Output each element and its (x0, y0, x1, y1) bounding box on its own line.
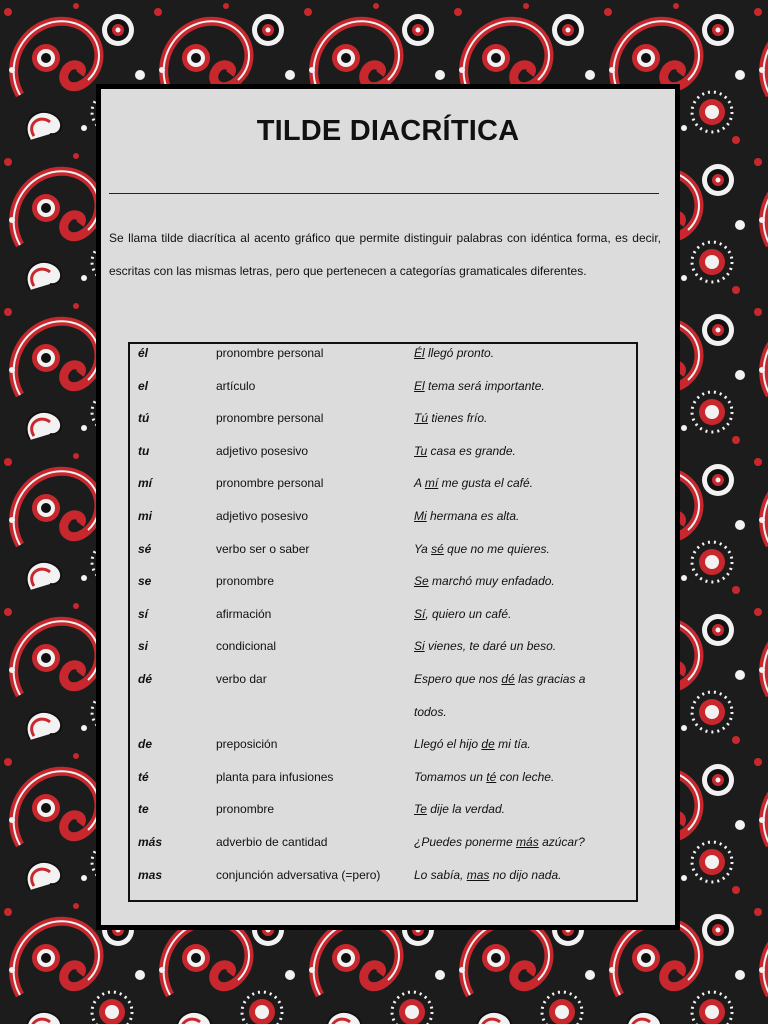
example-cell (414, 705, 447, 719)
example-highlight-word: Él (414, 346, 425, 360)
table-row (130, 639, 636, 659)
example-highlight-word: sé (431, 541, 444, 556)
example-text-after: , quiero un café. (425, 606, 512, 621)
example-highlight-word: Te (414, 802, 427, 817)
example-highlight-word: Tu (414, 443, 428, 458)
example-text-before: ¿Puedes ponerme (414, 835, 517, 849)
category-cell: pronombre personal (216, 346, 324, 360)
example-highlight-word: té (486, 769, 497, 784)
category-cell: afirmación (216, 606, 272, 621)
example-text-after: dije la verdad. (426, 802, 505, 817)
example-text-before: Espero que nos (414, 672, 502, 686)
table-row (130, 542, 636, 562)
example-cell (414, 802, 505, 816)
table-row (130, 574, 636, 594)
example-highlight-word: mí (424, 476, 439, 491)
table-row (130, 835, 636, 855)
example-text-after: azúcar? (538, 835, 585, 849)
category-cell: planta para infusiones (216, 769, 334, 784)
example-cell (414, 476, 533, 490)
word-cell: té (138, 769, 149, 784)
example-highlight-word: dé (501, 672, 515, 686)
category-cell: preposición (216, 737, 278, 752)
example-cell (414, 607, 511, 621)
example-cell (414, 574, 555, 588)
document-sheet (96, 84, 680, 930)
word-cell: sé (138, 541, 152, 556)
title-divider (109, 193, 659, 194)
category-cell: artículo (216, 378, 256, 393)
word-cell: el (138, 378, 149, 393)
category-cell: pronombre (216, 574, 275, 589)
example-cell (414, 770, 554, 784)
table-row (130, 770, 636, 790)
intro-paragraph: Se llama tilde diacrítica al acento gráfico que permite distinguir palabras con idéntica forma, es decir, escritas con las mismas letras, pero que pertenecen a categorías gramaticales diferentes. (109, 231, 661, 278)
category-cell: condicional (216, 639, 277, 654)
example-highlight-word: más (516, 835, 539, 849)
example-cell (414, 868, 561, 882)
word-cell: si (138, 639, 149, 654)
category-cell: adjetivo posesivo (216, 443, 309, 458)
example-cell (414, 346, 494, 360)
example-highlight-word: mas (466, 867, 490, 882)
example-text-after: hermana es alta. (426, 509, 520, 523)
example-cell (414, 379, 545, 393)
table-row (130, 737, 636, 757)
table-row (130, 444, 636, 464)
word-cell: tú (138, 411, 150, 426)
example-cell (414, 411, 487, 425)
example-text-after: las gracias a (514, 672, 586, 686)
word-cell: te (138, 802, 149, 817)
example-cell (414, 737, 531, 751)
category-cell: adjetivo posesivo (216, 509, 309, 523)
table-row (130, 379, 636, 399)
example-highlight-word: Si (414, 639, 425, 654)
word-cell: mí (138, 476, 153, 491)
table-row (130, 346, 636, 366)
example-highlight-word: Mi (414, 509, 427, 523)
page-title: TILDE DIACRÍTICA (256, 115, 520, 147)
example-text-after: me gusta el café. (438, 476, 533, 491)
example-cell (414, 639, 556, 653)
table-row (130, 411, 636, 431)
table-row (130, 705, 636, 725)
category-cell: conjunción adversativa (=pero) (216, 867, 381, 882)
category-cell: adverbio de cantidad (216, 835, 328, 849)
example-highlight-word: de (481, 737, 495, 752)
example-text-after: con leche. (496, 769, 555, 784)
word-cell: tu (138, 443, 150, 458)
example-text-after: casa es grande. (427, 443, 516, 458)
example-text-before: A (414, 476, 425, 491)
example-text-after: mi tía. (494, 737, 531, 752)
diacritic-table (128, 342, 638, 902)
example-text-after: tema será importante. (424, 378, 545, 393)
example-text-after: llegó pronto. (424, 346, 495, 360)
category-cell: verbo dar (216, 672, 267, 686)
category-cell: pronombre personal (216, 476, 324, 491)
example-text-before: Lo sabía, (414, 867, 467, 882)
category-cell: pronombre personal (216, 411, 324, 426)
example-text-before: Tomamos un (414, 769, 487, 784)
example-text-after: vienes, te daré un beso. (424, 639, 557, 654)
table-row (130, 672, 636, 692)
word-cell: más (138, 835, 163, 849)
example-highlight-word: Tú (414, 411, 429, 426)
word-cell: de (138, 737, 153, 752)
table-row (130, 607, 636, 627)
table-row (130, 509, 636, 529)
category-cell: verbo ser o saber (216, 541, 310, 556)
example-cell (414, 509, 519, 523)
example-cell (414, 444, 516, 458)
example-highlight-word: Se (414, 574, 429, 589)
table-row (130, 868, 636, 888)
example-cell (414, 672, 585, 686)
word-cell: él (138, 346, 149, 360)
table-row (130, 476, 636, 496)
category-cell: pronombre (216, 802, 275, 817)
word-cell: dé (138, 672, 153, 686)
example-highlight-word: Sí (414, 606, 426, 621)
example-text-after: no dijo nada. (489, 867, 562, 882)
example-text-after: tienes frío. (428, 411, 488, 426)
example-text-before: Llegó el hijo (414, 737, 482, 752)
example-text-before: Ya (414, 541, 432, 556)
word-cell: mi (138, 509, 153, 523)
example-cell (414, 542, 550, 556)
word-cell: se (138, 574, 152, 589)
example-highlight-word: El (414, 378, 425, 393)
example-text-after: marchó muy enfadado. (428, 574, 555, 589)
example-text-after: que no me quieres. (443, 541, 550, 556)
table-row (130, 802, 636, 822)
word-cell: sí (138, 606, 149, 621)
example-text-before: todos. (414, 704, 447, 719)
word-cell: mas (138, 867, 163, 882)
example-cell (414, 835, 585, 849)
